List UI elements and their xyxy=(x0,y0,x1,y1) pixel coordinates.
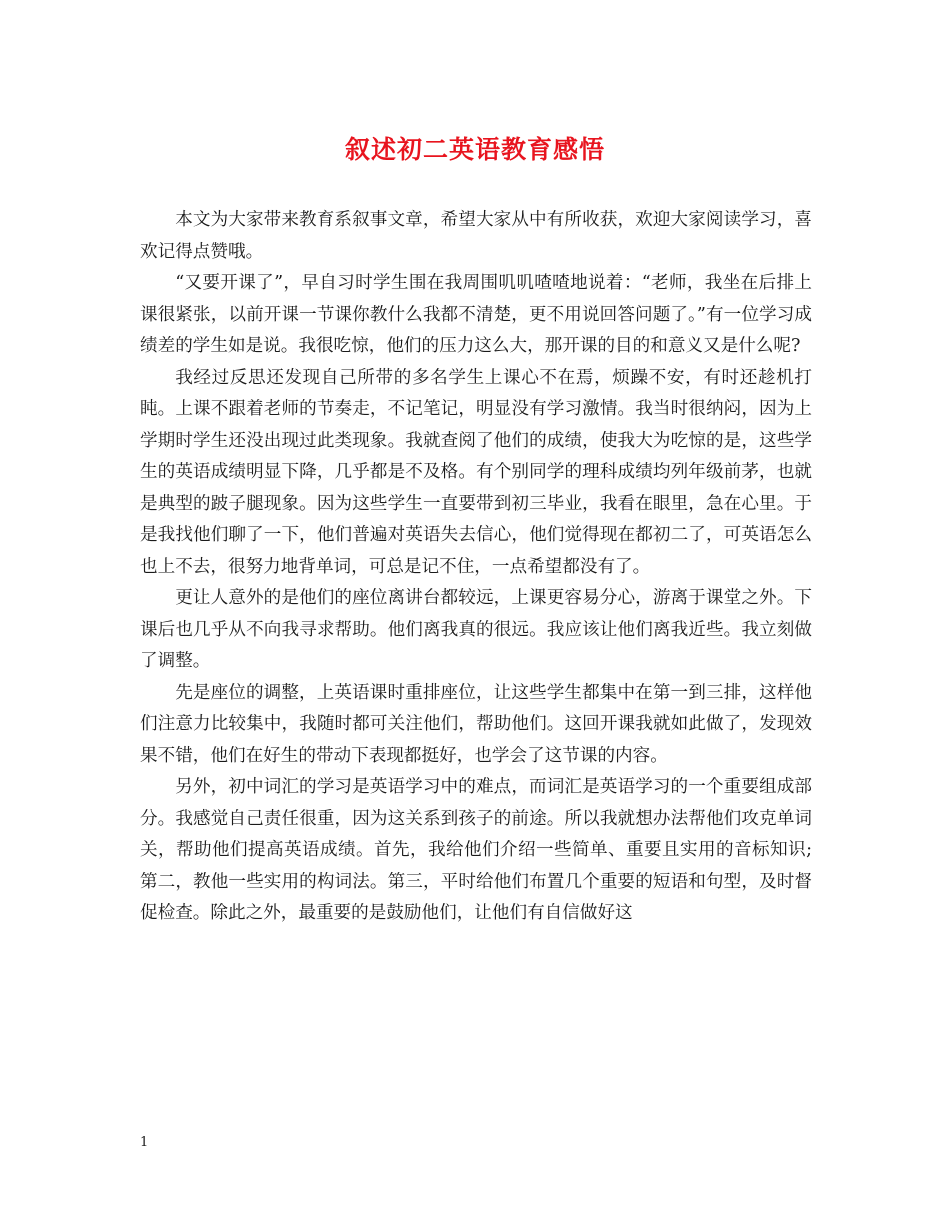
paragraph-seating-distance: 更让人意外的是他们的座位离讲台都较远，上课更容易分心，游离于课堂之外。下课后也几乎从不向我寻求帮助。他们离我真的很远。我应该让他们离我近些。我立刻做了调整。 xyxy=(140,588,812,671)
paragraph-reflection: 我经过反思还发现自己所带的多名学生上课心不在焉，烦躁不安，有时还趁机打盹。上课不跟着老师的节奏走，不记笔记，明显没有学习激情。我当时很纳闷，因为上学期时学生还没出现过此类现象。我就查阅了他们的成绩，使我大为吃惊的是，这些学生的英语成绩明显下降，几乎都是不及格。有个别同学的理科成绩均列年级前茅，也就是典型的跛子腿现象。因为这些学生一直要带到初三毕业，我看在眼里，急在心里。于是我找他们聊了一下，他们普遍对英语失去信心，他们觉得现在都初二了，可英语怎么也上不去，很努力地背单词，可总是记不住，一点希望都没有了。 xyxy=(140,367,812,577)
paragraph-seat-adjustment: 先是座位的调整，上英语课时重排座位，让这些学生都集中在第一到三排，这样他们注意力比较集中，我随时都可关注他们，帮助他们。这回开课我就如此做了，发现效果不错，他们在好生的带动下表现都挺好，也学会了这节课的内容。 xyxy=(140,682,812,766)
paragraph-intro: 本文为大家带来教育系叙事文章，希望大家从中有所收获，欢迎大家阅读学习，喜欢记得点赞哦。 xyxy=(140,210,812,262)
paragraph-vocabulary: 另外，初中词汇的学习是英语学习中的难点，而词汇是英语学习的一个重要组成部分。我感觉自己责任很重，因为这关系到孩子的前途。所以我就想办法帮他们攻克单词关，帮助他们提高英语成绩。首先，我给他们介绍一些简单、重要且实用的音标知识;第二，教他一些实用的构词法。第三，平时给他们布置几个重要的短语和句型，及时督促检查。除此之外，最重要的是鼓励他们，让他们有自信做好这 xyxy=(140,777,812,923)
document-body xyxy=(140,205,812,930)
document-title: 叙述初二英语教育感悟 xyxy=(344,135,605,164)
page-number: 1 xyxy=(140,1135,149,1150)
paragraph-student-quote: “又要开课了”，早自习时学生围在我周围叽叽喳喳地说着：“老师，我坐在后排上课很紧张，以前开课一节课你教什么我都不清楚，更不用说回答问题了。”有一位学习成绩差的学生如是说。我很吃惊，他们的压力这么大，那开课的目的和意义又是什么呢? xyxy=(140,273,812,356)
